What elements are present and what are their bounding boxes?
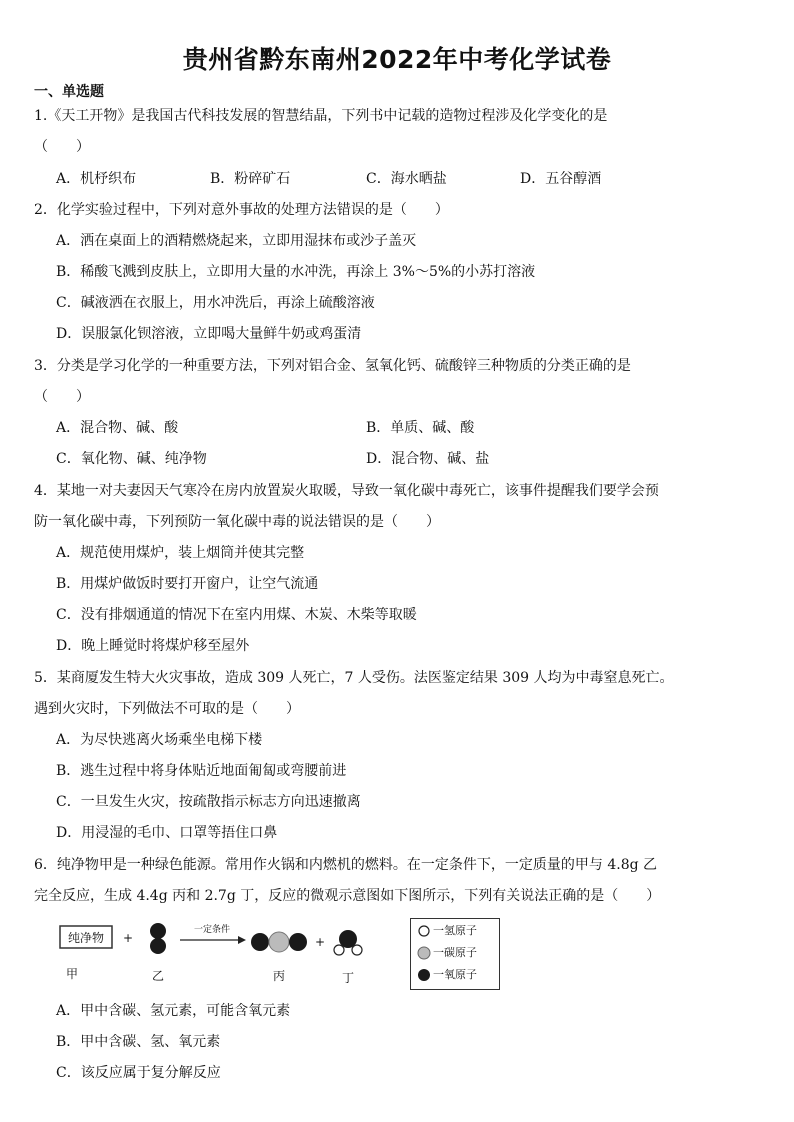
question-6-option-c: C．该反应属于复分解反应 xyxy=(56,1065,221,1081)
question-6-option-a: A．甲中含碳、氢元素，可能含氧元素 xyxy=(56,1003,291,1019)
legend-oxygen: 一氧原子 xyxy=(433,968,477,981)
substance-name-jia: 甲 xyxy=(65,967,79,981)
section-heading: 一、单选题 xyxy=(34,84,104,100)
question-5-option-d: D．用浸湿的毛巾、口罩等捂住口鼻 xyxy=(56,825,278,841)
question-6-stem: 6．纯净物甲是一种绿色能源。常用作火锅和内燃机的燃料。在一定条件下，一定质量的甲与 4.8g 乙 xyxy=(34,857,658,873)
plus-sign-2: + xyxy=(314,935,326,949)
question-1-option-a: A．机杼织布 xyxy=(56,171,137,187)
question-4-option-a: A．规范使用煤炉，装上烟筒并使其完整 xyxy=(56,545,305,561)
oxygen-atom-icon xyxy=(150,923,166,939)
question-4-option-c: C．没有排烟通道的情况下在室内用煤、木炭、木柴等取暖 xyxy=(56,607,417,623)
substance-name-yi: 乙 xyxy=(151,969,165,983)
question-5-stem-cont: 遇到火灾时，下列做法不可取的是（ ） xyxy=(34,701,300,717)
question-5-option-c: C．一旦发生火灾，按疏散指示标志方向迅速撤离 xyxy=(56,794,361,810)
page-title: 贵州省黔东南州2022年中考化学试卷 xyxy=(182,45,612,74)
hydrogen-atom-icon xyxy=(352,945,362,955)
question-5-option-a: A．为尽快逃离火场乘坐电梯下楼 xyxy=(56,732,263,748)
question-6-stem-cont: 完全反应，生成 4.4g 丙和 2.7g 丁，反应的微观示意图如下图所示，下列有关说法正确的是（ ） xyxy=(34,888,661,904)
question-4-stem-cont: 防一氧化碳中毒，下列预防一氧化碳中毒的说法错误的是（ ） xyxy=(34,514,440,530)
question-1-stem: 1.《天工开物》是我国古代科技发展的智慧结晶，下列书中记载的造物过程涉及化学变化的是 xyxy=(34,108,608,124)
question-3-stem-cont: （ ） xyxy=(34,389,90,405)
pure-substance-label: 纯净物 xyxy=(67,931,105,945)
carbon-atom-icon xyxy=(418,947,430,959)
hydrogen-atom-icon xyxy=(419,926,429,936)
question-4-option-b: B．用煤炉做饭时要打开窗户，让空气流通 xyxy=(56,576,319,592)
question-3-option-a: A．混合物、碱、酸 xyxy=(56,420,179,436)
arrowhead-icon xyxy=(238,936,246,944)
question-2-stem: 2．化学实验过程中，下列对意外事故的处理方法错误的是（ ） xyxy=(34,202,449,218)
question-4-option-d: D．晚上睡觉时将煤炉移至屋外 xyxy=(56,638,250,654)
substance-name-bing: 丙 xyxy=(272,969,286,983)
question-3-option-c: C．氧化物、碱、纯净物 xyxy=(56,451,207,467)
substance-name-ding: 丁 xyxy=(341,971,355,985)
question-5-stem: 5．某商厦发生特大火灾事故，造成 309 人死亡，7 人受伤。法医鉴定结果 309 人均为中毒窒息死亡。 xyxy=(34,670,674,686)
legend-hydrogen: 一氢原子 xyxy=(433,924,477,937)
legend-carbon: 一碳原子 xyxy=(433,946,477,959)
oxygen-atom-icon xyxy=(150,938,166,954)
legend-box xyxy=(410,918,500,990)
question-2-option-c: C．碱液洒在衣服上，用水冲洗后，再涂上硫酸溶液 xyxy=(56,295,375,311)
hydrogen-atom-icon xyxy=(334,945,344,955)
oxygen-atom-icon xyxy=(418,969,430,981)
reaction-diagram xyxy=(58,918,408,990)
question-4-stem: 4．某地一对夫妻因天气寒冷在房内放置炭火取暖，导致一氧化碳中毒死亡，该事件提醒我们要学会预 xyxy=(34,483,659,499)
question-1-stem-cont: （ ） xyxy=(34,139,90,155)
question-1-option-d: D．五谷醇酒 xyxy=(520,171,602,187)
question-1-option-b: B．粉碎矿石 xyxy=(210,171,291,187)
question-6-option-b: B．甲中含碳、氢、氧元素 xyxy=(56,1034,221,1050)
question-5-option-b: B．逃生过程中将身体贴近地面匍匐或弯腰前进 xyxy=(56,763,347,779)
oxygen-atom-icon xyxy=(289,933,307,951)
question-2-option-d: D．误服氯化钡溶液，立即喝大量鲜牛奶或鸡蛋清 xyxy=(56,326,362,342)
carbon-atom-icon xyxy=(269,932,289,952)
question-3-stem: 3．分类是学习化学的一种重要方法，下列对铝合金、氢氧化钙、硫酸锌三种物质的分类正确的是 xyxy=(34,358,631,374)
question-3-option-b: B．单质、碱、酸 xyxy=(366,420,475,436)
question-1-option-c: C．海水晒盐 xyxy=(366,171,447,187)
question-2-option-a: A．洒在桌面上的酒精燃烧起来，立即用湿抹布或沙子盖灭 xyxy=(56,233,417,249)
plus-sign-1: + xyxy=(122,931,134,945)
reaction-condition-label: 一定条件 xyxy=(193,925,231,935)
question-2-option-b: B．稀酸飞溅到皮肤上，立即用大量的水冲洗，再涂上 3%～5%的小苏打溶液 xyxy=(56,264,536,280)
question-3-option-d: D．混合物、碱、盐 xyxy=(366,451,490,467)
oxygen-atom-icon xyxy=(251,933,269,951)
